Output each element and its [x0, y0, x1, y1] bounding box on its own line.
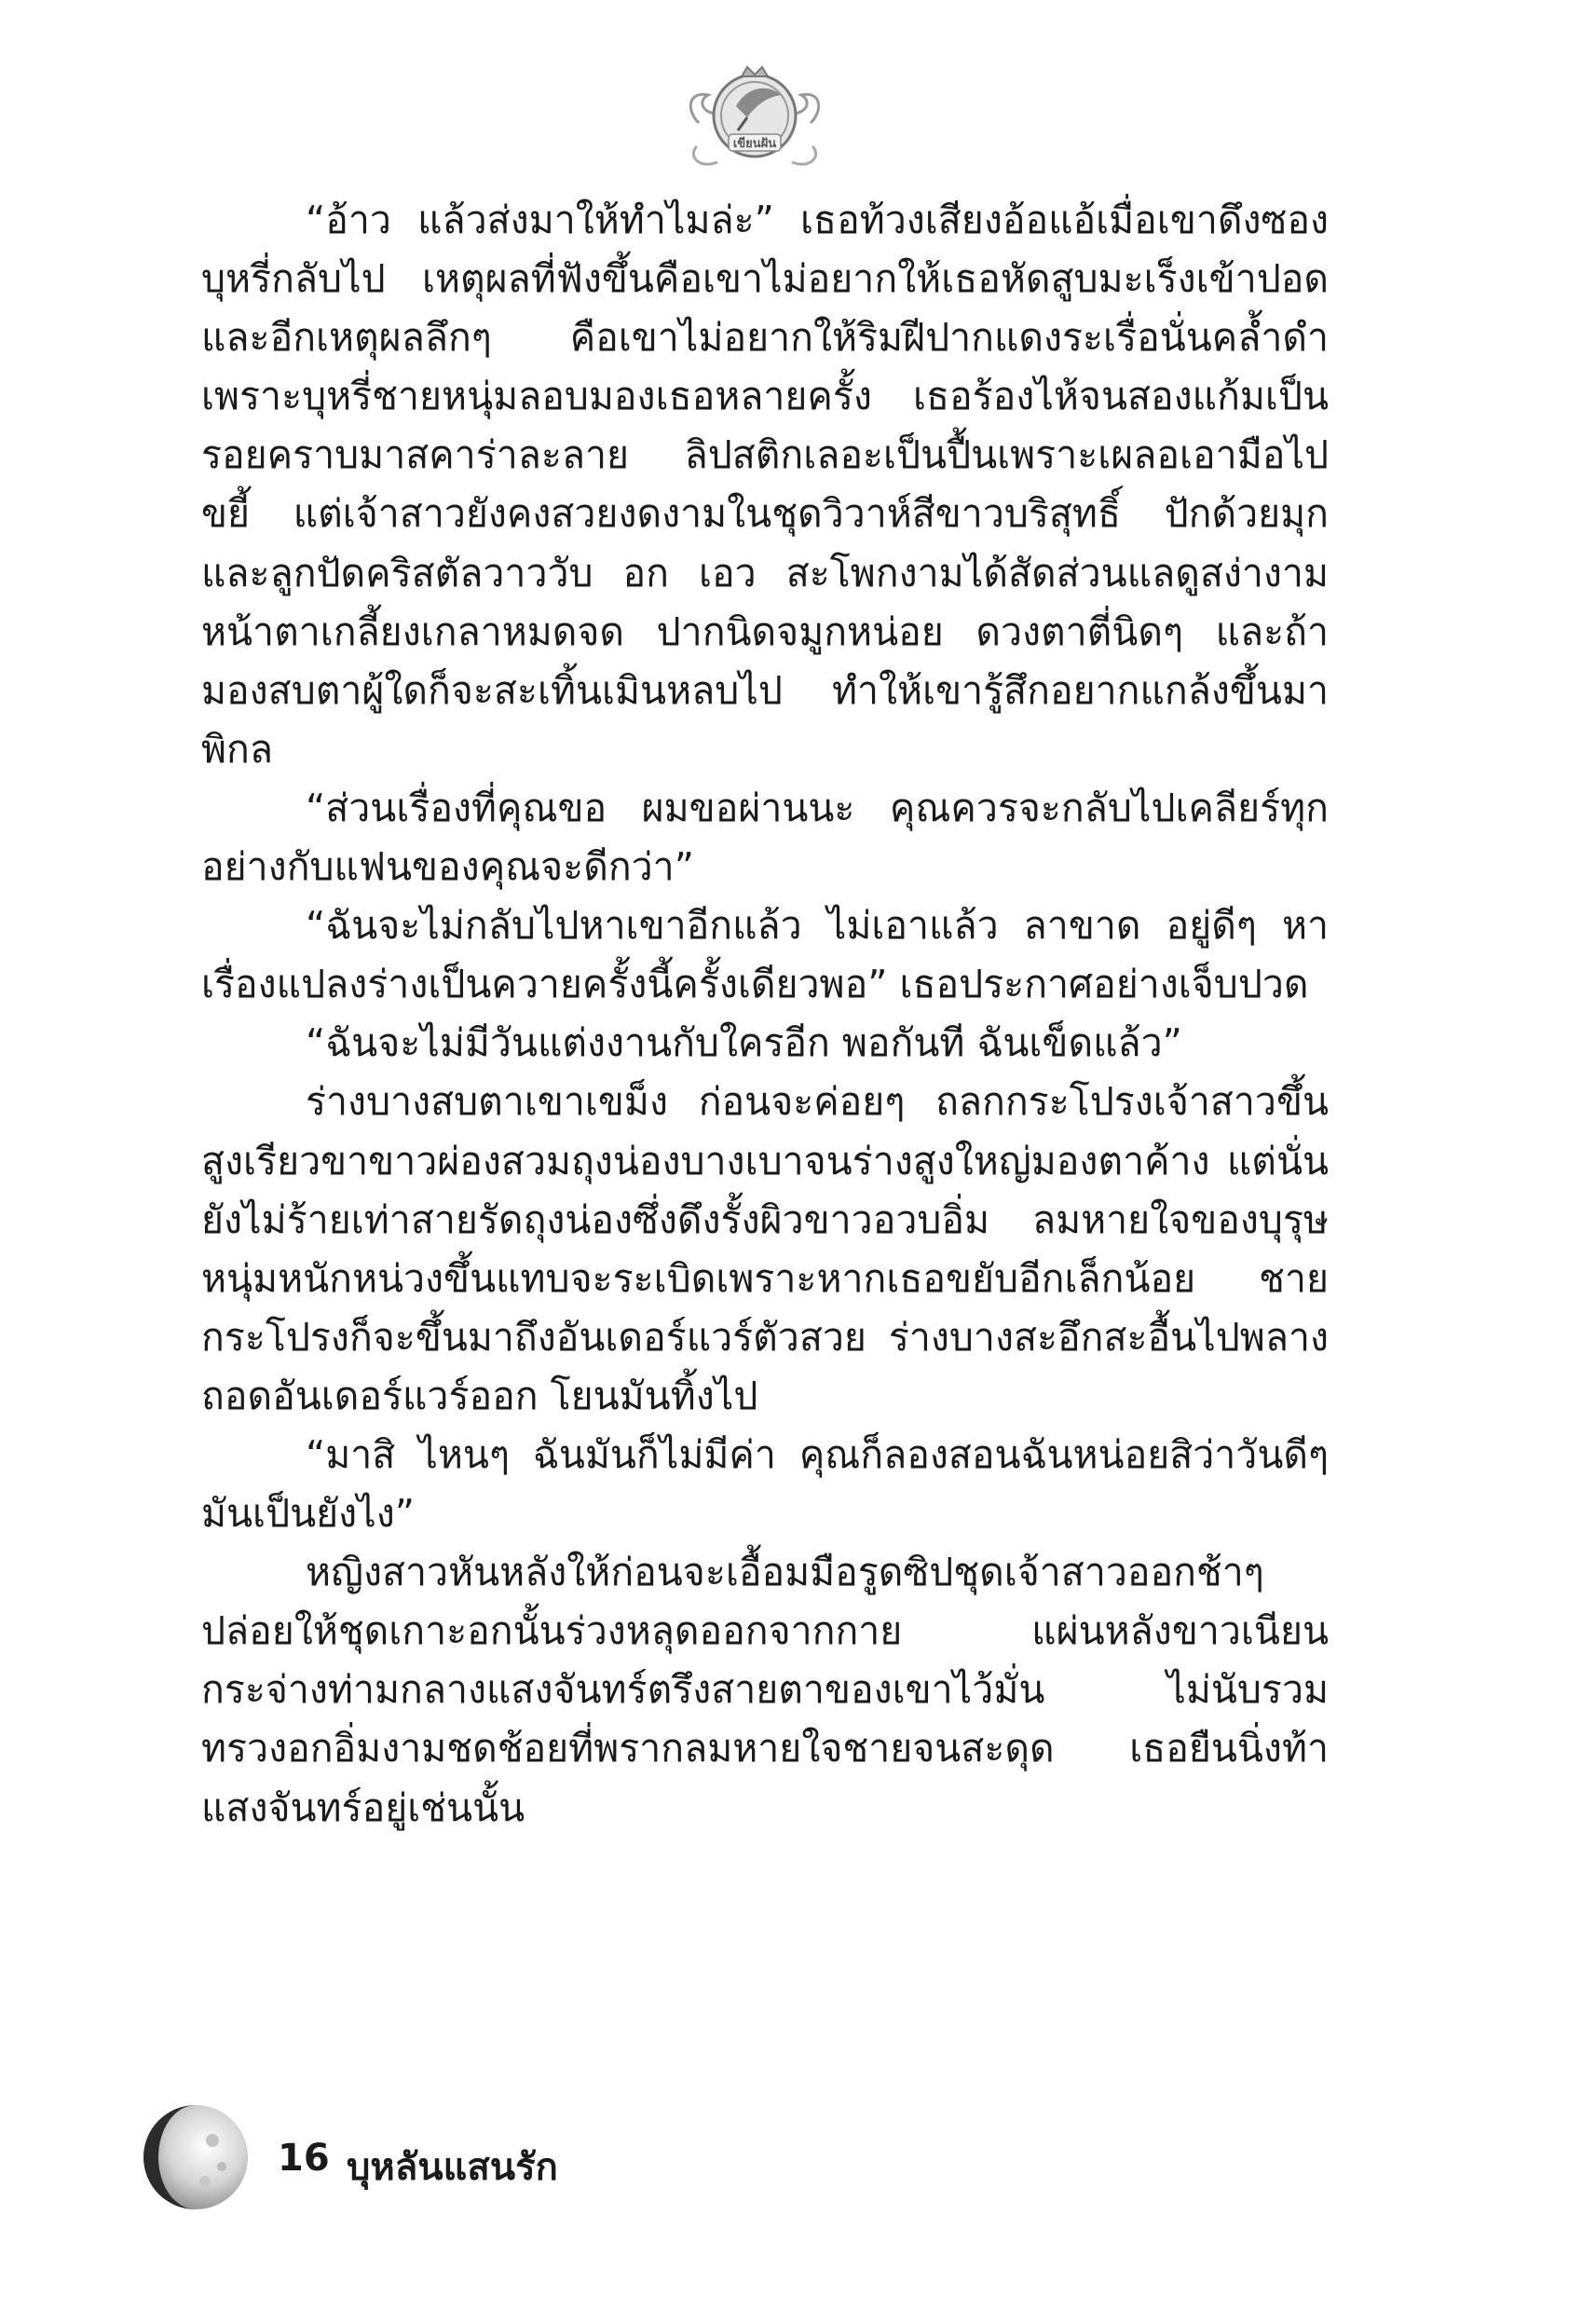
moon-icon	[140, 2101, 252, 2213]
page-footer	[140, 2101, 699, 2222]
paragraph: หญิงสาวหันหลังให้ก่อนจะเอื้อมมือรูดซิปชุดเจ้าสาวออกช้าๆ ปล่อยให้ชุดเกาะอกนั้นร่วงหลุดออกจากกาย แผ่นหลังขาวเนียนกระจ่างท่ามกลางแสงจันทร์ตรึงสายตาของเขาไว้มั่น ไม่นับรวมทรวงอกอิ่มงามชดช้อยที่พรากลมหายใจชายจนสะดุด เธอยืนนิ่งท้าแสงจันทร์อยู่เช่นนั้น	[201, 1550, 1329, 1830]
paragraph: “มาสิ ไหนๆ ฉันมันก็ไม่มีค่า คุณก็ลองสอนฉันหน่อยสิว่าวันดีๆ มันเป็นยังไง”	[201, 1431, 1329, 1537]
svg-text:เขียนฝัน: เขียนฝัน	[732, 137, 777, 151]
paragraph: “ฉันจะไม่กลับไปหาเขาอีกแล้ว ไม่เอาแล้ว ลาขาด อยู่ดีๆ หาเรื่องแปลงร่างเป็นควายครั้งนี้ครั้งเดียวพอ” เธอประกาศอย่างเจ็บปวด	[201, 903, 1329, 1007]
paragraph: ร่างบางสบตาเขาเขม็ง ก่อนจะค่อยๆ ถลกกระโปรงเจ้าสาวขึ้นสูงเรียวขาขาวผ่องสวมถุงน่องบางเบาจนร่างสูงใหญ่มองตาค้าง แต่นั่นยังไม่ร้ายเท่าสายรัดถุงน่องซึ่งดึงรั้งผิวขาวอวบอิ่ม ลมหายใจของบุรุษหนุ่มหนักหน่วงขึ้นแทบจะระเบิดเพราะหากเธอขยับอีกเล็กน้อย ชายกระโปรงก็จะขึ้นมาถึงอันเดอร์แวร์ตัวสวย ร่างบางสะอึกสะอื้นไปพลางถอดอันเดอร์แวร์ออก โยนมันทิ้งไป	[201, 1079, 1329, 1418]
paragraph: “อ้าว แล้วส่งมาให้ทำไมล่ะ” เธอท้วงเสียงอ้อแอ้เมื่อเขาดึงซองบุหรี่กลับไป เหตุผลที่ฟังขึ้นคือเขาไม่อยากให้เธอหัดสูบมะเร็งเข้าปอด และอีกเหตุผลลึกๆ คือเขาไม่อยากให้ริมฝีปากแดงระเรื่อนั่นคล้ำดำเพราะบุหรี่ชายหนุ่มลอบมองเธอหลายครั้ง เธอร้องไห้จนสองแก้มเป็นรอยคราบมาสคาร่าละลาย ลิปสติกเลอะเป็นปื้นเพราะเผลอเอามือไปขยี้ แต่เจ้าสาวยังคงสวยงดงามในชุดวิวาห์สีขาวบริสุทธิ์ ปักด้วยมุกและลูกปัดคริสตัลวาววับ อก เอว สะโพกงามได้สัดส่วนแลดูสง่างาม หน้าตาเกลี้ยงเกลาหมดจด ปากนิดจมูกหน่อย ดวงตาตี่นิดๆ และถ้ามองสบตาผู้ใดก็จะสะเทิ้นเมินหลบไป ทำให้เขารู้สึกอยากแกล้งขึ้นมาพิกล	[201, 198, 1329, 772]
paragraph: “ส่วนเรื่องที่คุณขอ ผมขอผ่านนะ คุณควรจะกลับไปเคลียร์ทุกอย่างกับแฟนของคุณจะดีกว่า”	[201, 785, 1329, 890]
crest-emblem-icon	[680, 58, 829, 179]
book-title: บุหลันแสนรัก	[347, 2146, 558, 2189]
body-text	[201, 191, 1329, 1838]
page-number: 16	[278, 2137, 330, 2180]
paragraph: “ฉันจะไม่มีวันแต่งงานกับใครอีก พอกันที ฉันเข็ดแล้ว”	[306, 1020, 1182, 1066]
